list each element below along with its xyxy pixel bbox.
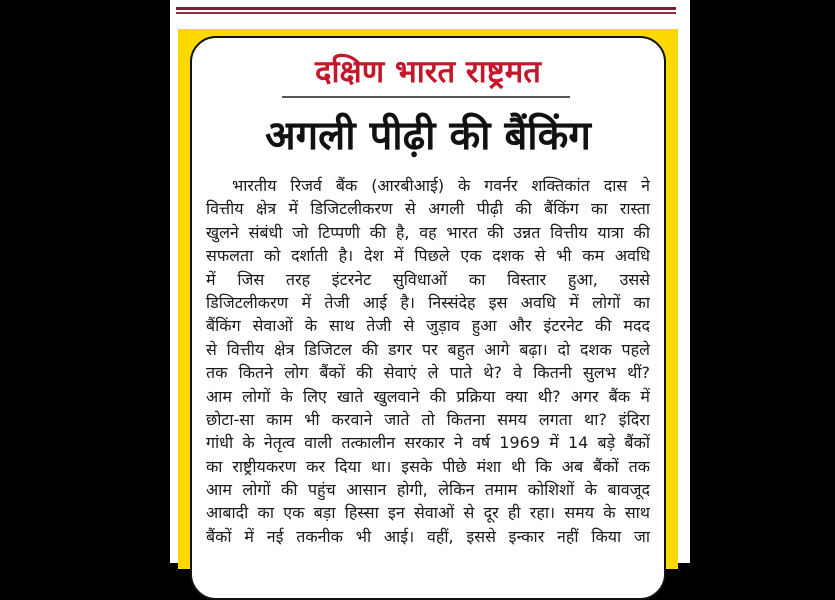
- body-line: आम लोगों की पहुंच आसान होगी, लेकिन तमाम कोशिशों के बावजूद: [206, 480, 650, 500]
- body-line: आबादी का एक बड़ा हिस्सा इन सेवाओं से दूर ही रहा। समय के साथ: [206, 503, 650, 523]
- newspaper-clipping: [170, 0, 690, 563]
- body-line: भारतीय रिजर्व बैंक (आरबीआई) के गवर्नर शक्तिकांत दास ने: [232, 176, 650, 195]
- body-line: छोटा-सा काम भी करवाने जाते तो कितना समय लगता था? इंदिरा: [206, 409, 650, 429]
- top-rule: [176, 7, 676, 10]
- article-box: [190, 36, 666, 600]
- body-line: डिजिटलीकरण में तेजी आई है। निस्संदेह इस अवधि में लोगों का: [206, 292, 650, 312]
- body-line: बैंकों में नई तकनीक भी आई। वहीं, इससे इन्कार नहीं किया जा: [206, 526, 650, 546]
- body-line: का राष्ट्रीयकरण कर दिया था। इसके पीछे मंशा थी कि अब बैंकों तक: [206, 456, 650, 476]
- divider: [282, 96, 570, 98]
- body-line: में जिस तरह इंटरनेट सुविधाओं का विस्तार हुआ, उससे: [206, 269, 650, 289]
- body-line: आम लोगों के लिए खाते खुलवाने की प्रक्रिया क्या थी? अगर बैंक में: [206, 386, 650, 406]
- body-line: सफलता को दर्शाती है। देश में पिछले एक दशक से भी कम अवधि: [206, 246, 650, 266]
- masthead: दक्षिण भारत राष्ट्रमत: [315, 54, 541, 90]
- body-line: खुलने संबंधी जो टिप्पणी की है, वह भारत की उन्नत वित्तीय यात्रा की: [206, 222, 650, 242]
- body-line: वित्तीय क्षेत्र में डिजिटलीकरण से अगली पीढ़ी की बैंकिंग का रास्ता: [206, 199, 650, 219]
- article-body: [206, 174, 650, 548]
- body-line: बैंकिंग सेवाओं के साथ तेजी से जुड़ाव हुआ और इंटरनेट की मदद: [206, 316, 650, 336]
- body-line: गांधी के नेतृत्व वाली तत्कालीन सरकार ने वर्ष 1969 में 14 बड़े बैंकों: [206, 433, 650, 453]
- body-line: से वित्तीय क्षेत्र डिजिटल की डगर पर बहुत आगे बढ़ा। दो दशक पहले: [206, 339, 650, 359]
- headline: अगली पीढ़ी की बैंकिंग: [265, 113, 591, 159]
- body-line: तक कितने लोग बैंकों की सेवाएं ले पाते थे? वे कितनी सुलभ थीं?: [206, 363, 650, 383]
- yellow-frame: [178, 29, 678, 569]
- top-rule-secondary: [176, 12, 676, 14]
